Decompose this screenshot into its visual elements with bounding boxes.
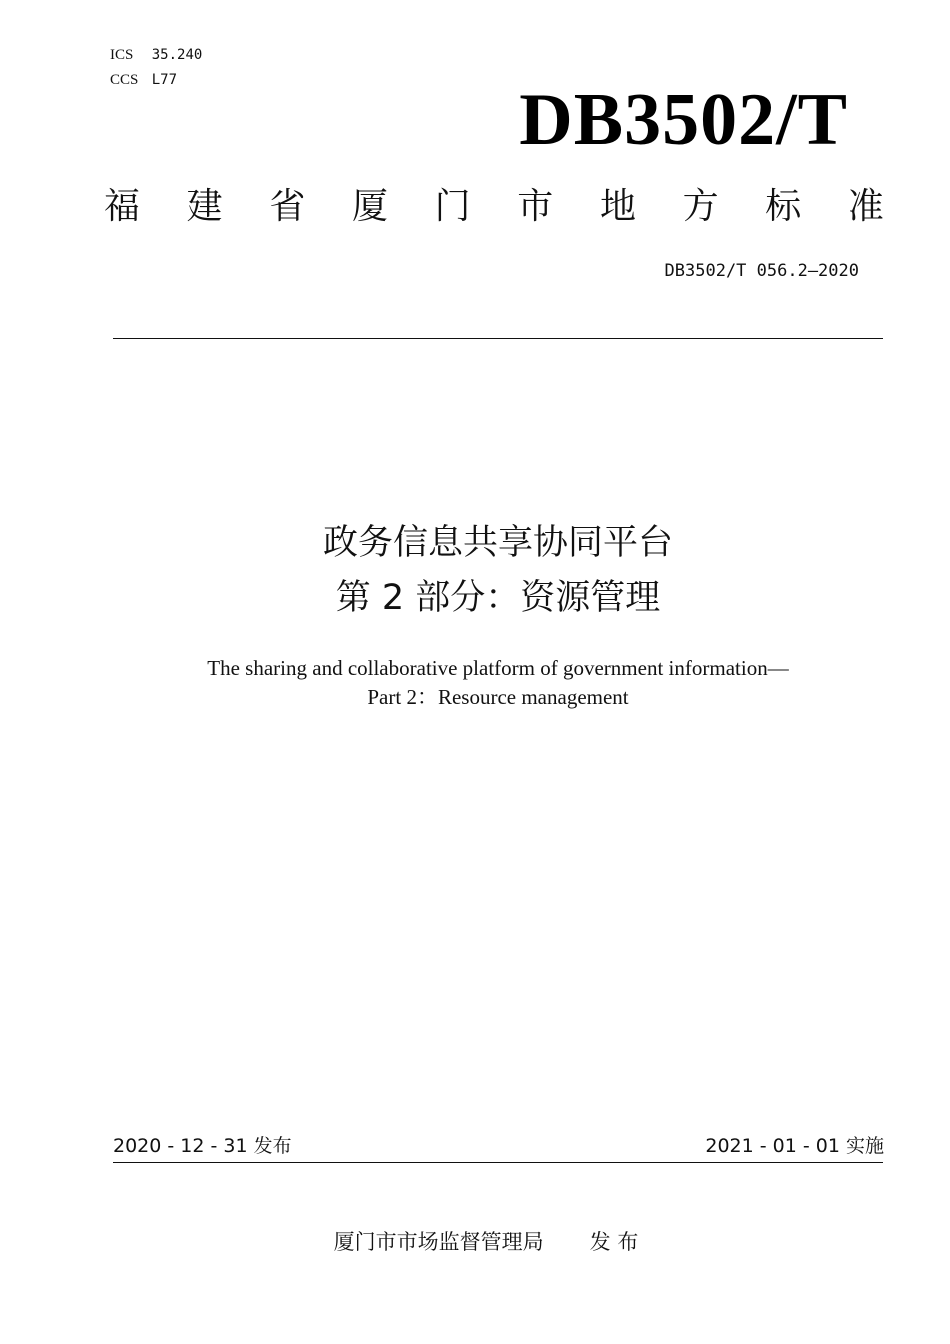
issuer-title-char: 门 [434,186,471,227]
publisher-action: 发 布 [589,1230,639,1254]
ics-code [110,46,202,64]
bottom-divider [113,1162,883,1163]
issuer-title-char: 地 [599,186,636,227]
ics-value: 35.240 [151,47,203,63]
top-divider [113,338,883,339]
issuer-title-char: 厦 [351,186,388,227]
ccs-code [110,71,177,89]
ics-label: ICS [110,47,134,63]
title-en-line1: The sharing and collaborative platform of government information— [207,656,789,680]
issuer-title-char: 标 [765,186,802,227]
issuer-title-char: 福 [104,186,141,227]
standard-code: DB3502/T [519,79,848,161]
issuer-title [104,184,884,230]
title-cn-line1: 政务信息共享协同平台 [322,523,673,563]
issuer-title-char: 建 [186,186,223,227]
issue-date: 2020 - 12 - 31 发布 [113,1135,292,1157]
publisher-line [0,1228,950,1256]
implementation-date: 2021 - 01 - 01 实施 [705,1135,884,1157]
title-en-line2: Part 2：Resource management [367,685,629,709]
ccs-label: CCS [110,72,139,88]
publisher-name: 厦门市市场监督管理局 [333,1230,544,1254]
issuer-title-char: 市 [517,186,554,227]
issuer-title-char: 方 [682,186,719,227]
title-cn-line2: 第 2 部分：资源管理 [335,578,661,618]
issuer-title-char: 准 [847,186,884,227]
document-number: DB3502/T 056.2—2020 [664,261,859,281]
issuer-title-char: 省 [269,186,306,227]
ccs-value: L77 [151,72,178,88]
